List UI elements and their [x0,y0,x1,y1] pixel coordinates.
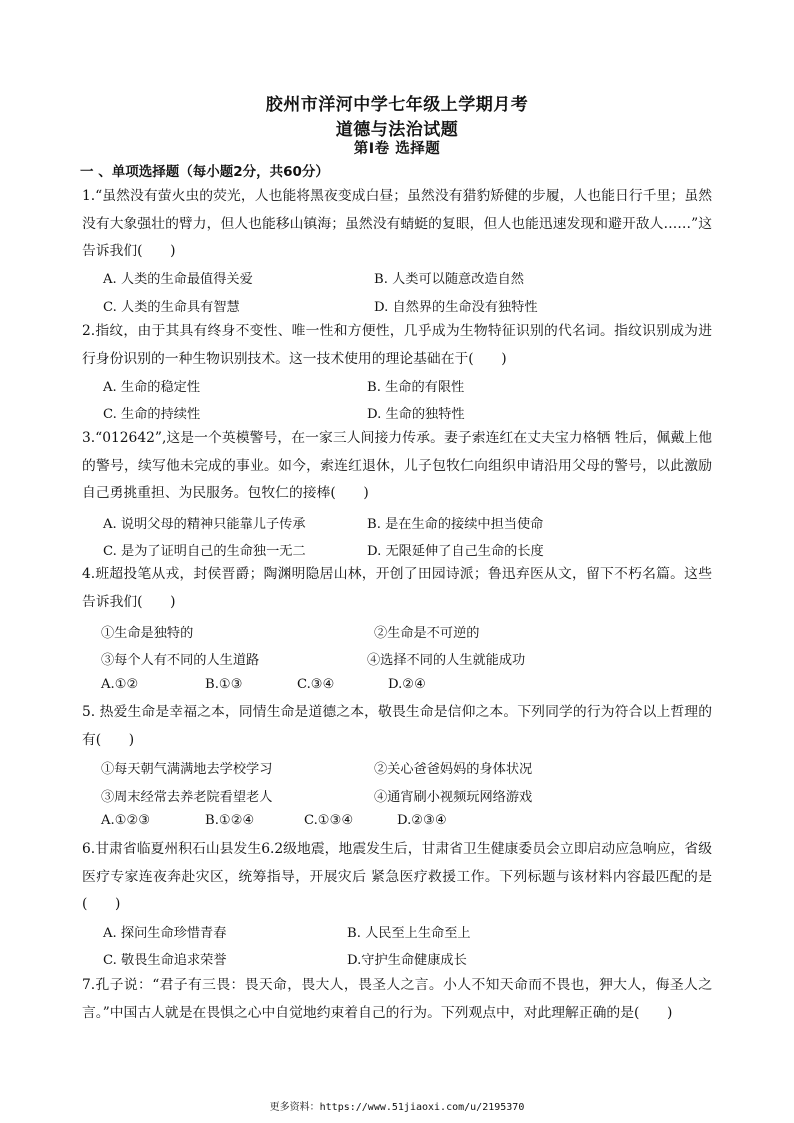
question-5-stem: 5. 热爱生命是幸福之本，同情生命是道德之本，敬畏生命是信仰之本。下列同学的行为符合以上哲理的有( ) [82,704,712,748]
question-3-option-b: B. 是在生命的接续中担当使命 [367,517,544,532]
question-7-stem: 7.孔子说：“君子有三畏：畏天命，畏大人，畏圣人之言。小人不知天命而不畏也，狎大人，侮圣人之言。”中国古人就是在畏惧之心中自觉地约束着自己的行为。下列观点中，对此理解正确的是( ) [82,977,712,1021]
question-4-stem: 4.班超投笔从戎，封侯晋爵；陶渊明隐居山林，开创了田园诗派；鲁迅弃医从文，留下不朽名篇。这些告诉我们( ) [82,566,712,610]
question-1-option-d: D. 自然界的生命没有独特性 [374,300,538,315]
footer-link[interactable]: https://www.51jiaoxi.com/u/2195370 [319,1102,525,1113]
question-2-option-a: A. 生命的稳定性 [103,380,201,395]
question-4-option-d: D.②④ [388,677,426,692]
question-4-statement-2: ②生命是不可逆的 [374,626,480,641]
question-5-option-a: A.①②③ [101,813,151,828]
exam-subject: 道德与法治试题 [335,120,459,140]
footer-label: 更多资料： [269,1102,320,1113]
question-1-stem: 1.“虽然没有萤火虫的荧光，人也能将黑夜变成白昼；虽然没有猎豹矫健的步履，人也能日行千里；虽然没有大象强壮的臂力，但人也能移山镇海；虽然没有蜻蜓的复眼，但人也能迅速发现和避开敌人……”这告诉我们( ) [82,188,712,259]
exam-title: 胶州市洋河中学七年级上学期月考 [265,95,529,115]
question-6-option-c: C. 敬畏生命追求荣誉 [103,953,227,968]
question-1-option-c: C. 人类的生命具有智慧 [103,300,240,315]
question-4-statement-3: ③每个人有不同的人生道路 [101,653,260,668]
question-2-option-c: C. 生命的持续性 [103,407,201,422]
question-2-option-d: D. 生命的独特性 [367,407,465,422]
question-3-stem: 3.“012642”,这是一个英模警号，在一家三人间接力传承。妻子索连红在丈夫宝力格牺 牲后，佩戴上他的警号，续写他未完成的事业。如今，索连红退休，儿子包牧仁向组织申请沿用父母的警号，以此激励自己勇挑重担、为民服务。包牧仁的接棒( ) [82,430,712,501]
question-4-option-a: A.①② [101,677,139,692]
section-title: 一 、单项选择题（每小题2分，共60分） [80,164,329,180]
question-6-option-a: A. 探问生命珍惜青春 [103,926,227,941]
question-5-statement-4: ④通宵刷小视频玩网络游戏 [374,790,533,805]
question-1-option-a: A. 人类的生命最值得关爱 [103,272,253,287]
question-4-statement-1: ①生命是独特的 [101,626,194,641]
question-3-option-c: C. 是为了证明自己的生命独一无二 [103,544,306,559]
question-5-option-c: C.①③④ [304,813,354,828]
question-6-option-d: D.守护生命健康成长 [347,953,467,968]
question-1-option-b: B. 人类可以随意改造自然 [374,272,524,287]
question-5-statement-2: ②关心爸爸妈妈的身体状况 [374,762,533,777]
question-3-option-d: D. 无限延伸了自己生命的长度 [367,544,544,559]
question-4-option-c: C.③④ [297,677,335,692]
question-5-option-d: D.②③④ [397,813,447,828]
footer [0,1098,794,1113]
question-5-statement-1: ①每天朝气满满地去学校学习 [101,762,273,777]
question-2-stem: 2.指纹，由于其具有终身不变性、唯一性和方便性，几乎成为生物特征识别的代名词。指纹识别成为进行身份识别的一种生物识别技术。这一技术使用的理论基础在于( ) [82,323,712,367]
question-4-statement-4: ④选择不同的人生就能成功 [367,653,526,668]
question-5-statement-3: ③周末经常去养老院看望老人 [101,790,273,805]
question-2-option-b: B. 生命的有限性 [367,380,465,395]
question-6-option-b: B. 人民至上生命至上 [347,926,471,941]
question-4-option-b: B.①③ [205,677,243,692]
exam-part: 第Ⅰ卷 选择题 [353,141,441,157]
question-5-option-b: B.①②④ [205,813,255,828]
question-3-option-a: A. 说明父母的精神只能靠儿子传承 [103,517,306,532]
question-6-stem: 6.甘肃省临夏州积石山县发生6.2级地震，地震发生后，甘肃省卫生健康委员会立即启动应急响应，省级医疗专家连夜奔赴灾区，统筹指导，开展灾后 紧急医疗救援工作。下列标题与该材料内容最匹配的是( ) [82,841,712,912]
